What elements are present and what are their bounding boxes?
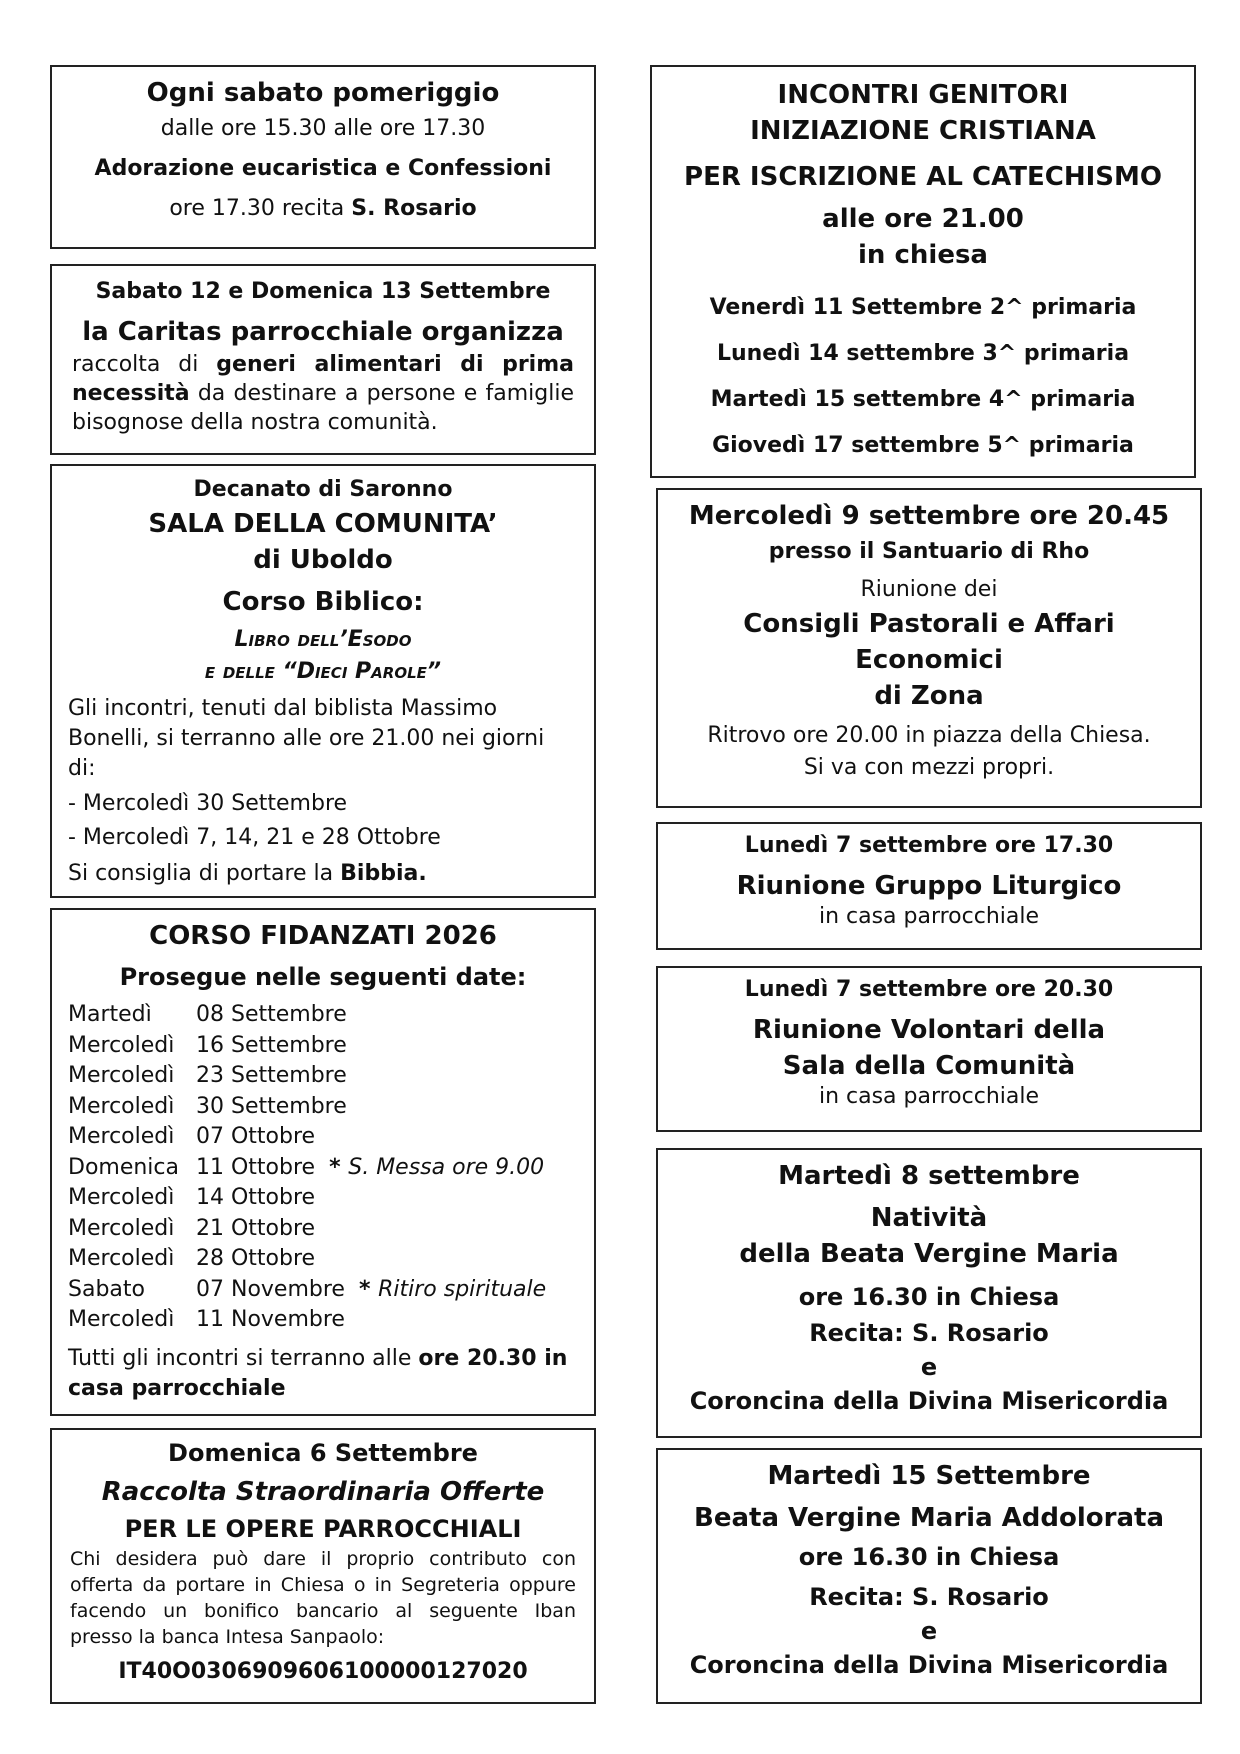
notice-liturgical-group [656, 822, 1202, 950]
notice-adoration: Adorazione eucaristica e Confessioni [94, 156, 552, 181]
notice-engaged-course [50, 908, 596, 1416]
date-row [68, 1061, 578, 1092]
notice-nativity [656, 1148, 1202, 1438]
feast-title: Natività [870, 1203, 988, 1233]
date-day: Mercoledì [68, 1215, 175, 1241]
date-row [68, 1153, 578, 1184]
date-note [359, 1275, 546, 1306]
rosary-text: ore 17.30 recita [169, 196, 352, 221]
notice-offering [50, 1428, 596, 1704]
date-row [68, 1214, 578, 1245]
offering-title: Raccolta Straordinaria Offerte [101, 1477, 545, 1507]
course-note [68, 858, 578, 890]
course-description: Gli incontri, tenuti dal biblista Massimo Bonelli, si terranno alle ore 21.00 nei giorni di: [68, 696, 545, 781]
meetings-time: alle ore 21.00 [822, 204, 1024, 234]
event-date: Lunedì 7 settembre ore 20.30 [744, 977, 1114, 1002]
notice-biblical-course [50, 464, 596, 898]
notice-volunteers [656, 966, 1202, 1132]
rosary-bold: S. Rosario [351, 196, 477, 221]
notice-our-lady-sorrows [656, 1448, 1202, 1704]
date-value: 14 Ottobre [196, 1185, 316, 1210]
date-day: Martedì [68, 1002, 152, 1027]
date-row [68, 1122, 578, 1153]
date-day: Mercoledì [68, 1246, 175, 1271]
course-footer [68, 1344, 578, 1404]
offering-body: Chi desidera può dare il proprio contributo con offerta da portare in Chiesa o in Segreteria oppure facendo un bonifico bancario al seguente Iban presso la banca Intesa Sanpaolo: [70, 1548, 576, 1648]
notice-title: Sabato 12 e Domenica 13 Settembre [95, 279, 551, 304]
footer-text: Tutti gli incontri si terranno alle [68, 1345, 419, 1371]
deanery-label: Decanato di Saronno [193, 477, 453, 502]
date-day: Domenica [68, 1154, 179, 1180]
event-place: in casa parrocchiale [818, 904, 1040, 929]
notice-subtitle: la Caritas parrocchiale organizza [82, 317, 564, 347]
feast-time: ore 16.30 in Chiesa [798, 1283, 1060, 1311]
hall-town: di Uboldo [253, 545, 393, 575]
meetings-title-2: INIZIAZIONE CRISTIANA [750, 116, 1096, 146]
feast-prayer: Recita: S. Rosario [809, 1319, 1049, 1347]
event-place: in casa parrocchiale [818, 1084, 1040, 1109]
footer-bold: ore 20.30 in casa parrocchiale [68, 1345, 568, 1401]
offering-date: Domenica 6 Settembre [168, 1439, 478, 1467]
notice-pastoral-councils [656, 488, 1202, 808]
event-title: Consigli Pastorali e Affari Economici [743, 609, 1115, 675]
notice-body [72, 350, 574, 437]
note-text: Si consiglia di portare la [68, 861, 341, 886]
date-day: Mercoledì [68, 1093, 175, 1119]
meeting-item: Giovedì 17 settembre 5^ primaria [712, 433, 1134, 458]
date-value: 11 Novembre [196, 1307, 345, 1332]
event-title-2: Sala della Comunità [782, 1051, 1076, 1081]
feast-chaplet: Coroncina della Divina Misericordia [689, 1387, 1169, 1415]
date-row [68, 1031, 578, 1062]
meetings-place: in chiesa [858, 240, 988, 270]
date-value: 07 Novembre [196, 1276, 345, 1302]
course-date-2: - Mercoledì 7, 14, 21 e 28 Ottobre [68, 825, 441, 850]
date-value: 21 Ottobre [196, 1215, 316, 1241]
feast-date: Martedì 15 Settembre [767, 1461, 1091, 1491]
date-day: Mercoledì [68, 1307, 175, 1332]
date-row [68, 1305, 578, 1336]
feast-title-2: della Beata Vergine Maria [739, 1239, 1119, 1269]
notice-hours: dalle ore 15.30 alle ore 17.30 [160, 116, 486, 141]
meeting-item: Martedì 15 settembre 4^ primaria [710, 387, 1136, 412]
body-text: da destinare a persone e famiglie bisognose della nostra comunità. [72, 381, 574, 435]
event-title: Riunione Gruppo Liturgico [736, 871, 1122, 901]
date-value: 28 Ottobre [196, 1246, 316, 1271]
date-value: 11 Ottobre [196, 1154, 316, 1180]
date-row [68, 1275, 578, 1306]
feast-date: Martedì 8 settembre [778, 1161, 1080, 1191]
meetings-title: INCONTRI GENITORI [777, 80, 1069, 110]
meeting-item: Venerdì 11 Settembre 2^ primaria [709, 295, 1137, 320]
event-title-2: di Zona [874, 681, 984, 711]
feast-and: e [920, 1353, 938, 1381]
date-row [68, 1000, 578, 1031]
date-day: Mercoledì [68, 1124, 175, 1149]
feast-and: e [920, 1617, 938, 1645]
event-date: Mercoledì 9 settembre ore 20.45 [688, 501, 1170, 531]
course-book: Libro dell’Esodo [234, 627, 412, 652]
date-day: Mercoledì [68, 1063, 175, 1088]
date-value: 23 Settembre [196, 1063, 347, 1088]
date-day: Sabato [68, 1276, 145, 1302]
date-value: 08 Settembre [196, 1002, 347, 1027]
course-title: CORSO FIDANZATI 2026 [149, 921, 497, 951]
event-transport: Si va con mezzi propri. [803, 755, 1055, 780]
event-title: Riunione Volontari della [752, 1015, 1106, 1045]
feast-time: ore 16.30 in Chiesa [798, 1543, 1060, 1571]
meeting-item: Lunedì 14 settembre 3^ primaria [716, 341, 1130, 366]
offering-purpose: PER LE OPERE PARROCCHIALI [124, 1515, 522, 1543]
notice-rosary [68, 193, 578, 225]
body-text: raccolta di [72, 352, 217, 377]
meetings-purpose: PER ISCRIZIONE AL CATECHISMO [684, 162, 1162, 192]
date-note-text: S. Messa ore 9.00 [348, 1154, 545, 1180]
course-subtitle: Prosegue nelle seguenti date: [119, 963, 527, 991]
event-place: presso il Santuario di Rho [768, 539, 1090, 564]
body-bold: generi alimentari di prima necessità [72, 352, 574, 406]
date-day: Mercoledì [68, 1032, 175, 1058]
date-value: 30 Settembre [196, 1093, 347, 1119]
notice-saturday-adoration [50, 65, 596, 249]
event-intro: Riunione dei [860, 577, 998, 602]
hall-name: SALA DELLA COMUNITA’ [148, 509, 498, 539]
feast-title: Beata Vergine Maria Addolorata [694, 1503, 1164, 1533]
course-title: Corso Biblico: [222, 587, 424, 617]
asterisk-icon: * [329, 1154, 349, 1180]
date-value: 16 Settembre [196, 1032, 347, 1058]
note-bold: Bibbia. [340, 861, 427, 886]
date-list [68, 1000, 578, 1336]
course-book-2: e delle “Dieci Parole” [204, 659, 442, 684]
notice-parents-meetings [650, 65, 1196, 478]
offering-iban: IT40O0306909606100000127020 [118, 1659, 528, 1684]
date-value: 07 Ottobre [196, 1124, 316, 1149]
date-row [68, 1092, 578, 1123]
date-day: Mercoledì [68, 1185, 175, 1210]
date-note-text: Ritiro spirituale [378, 1276, 547, 1302]
date-row [68, 1183, 578, 1214]
date-row [68, 1244, 578, 1275]
course-date-1: - Mercoledì 30 Settembre [68, 791, 348, 816]
notice-title: Ogni sabato pomeriggio [146, 78, 500, 108]
event-meeting-point: Ritrovo ore 20.00 in piazza della Chiesa. [707, 723, 1151, 748]
feast-prayer: Recita: S. Rosario [809, 1583, 1049, 1611]
asterisk-icon: * [358, 1276, 379, 1302]
notice-caritas [50, 264, 596, 455]
date-note [329, 1153, 544, 1184]
feast-chaplet: Coroncina della Divina Misericordia [689, 1651, 1169, 1679]
event-date: Lunedì 7 settembre ore 17.30 [744, 833, 1114, 858]
